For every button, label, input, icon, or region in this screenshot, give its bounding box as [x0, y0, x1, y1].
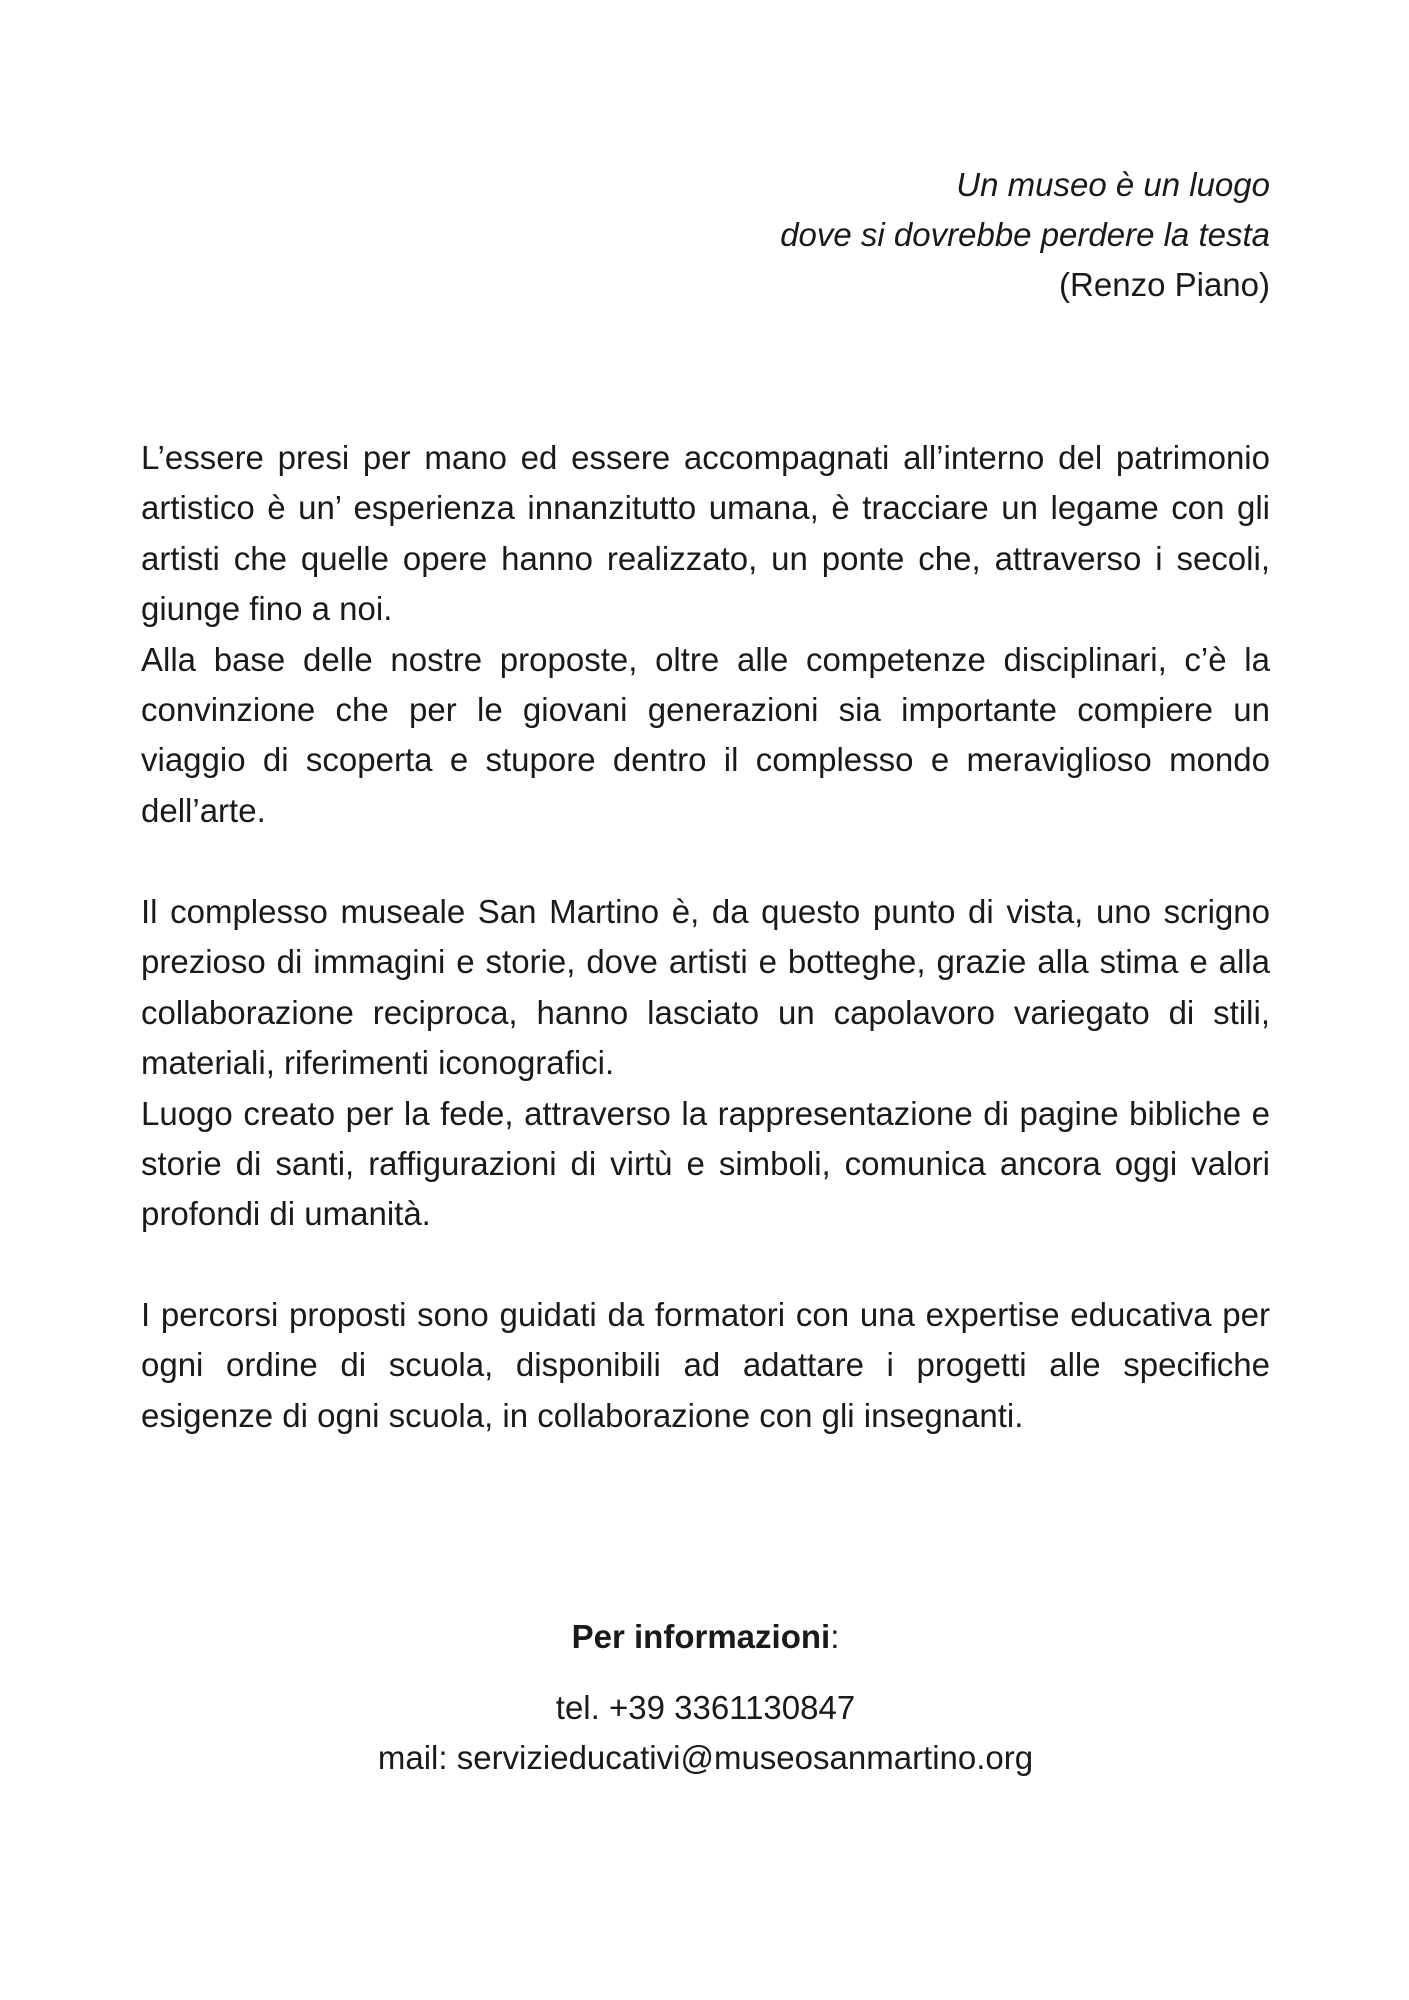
epigraph-line-2: dove si dovrebbe perdere la testa: [780, 216, 1270, 253]
proposals-paragraph: Alla base delle nostre proposte, oltre alle competenze disciplinari, c’è la convinzione che per le giovani generazioni sia importante compiere un viaggio di scoperta e stupore dentro il complesso e meraviglioso mondo dell’arte.: [141, 640, 1270, 829]
epigraph-line-1: Un museo è un luogo: [956, 166, 1270, 203]
intro-paragraph: L’essere presi per mano ed essere accompagnati all’interno del patrimonio artistico è un’ esperienza innanzitutto umana, è tracciare un legame con gli artisti che quelle opere hanno realizzato, un ponte che, attraverso i secoli, giunge fino a noi.: [141, 439, 1270, 628]
intro-section: [141, 433, 1270, 836]
contact-details: [141, 1683, 1270, 1783]
contact-email: mail: servizieducativi@museosanmartino.org: [377, 1739, 1034, 1776]
paths-section: [141, 1290, 1270, 1441]
faith-paragraph: Luogo creato per la fede, attraverso la rappresentazione di pagine bibliche e storie di santi, raffigurazioni di virtù e simboli, comunica ancora oggi valori profondi di umanità.: [141, 1094, 1270, 1233]
contact-heading: [141, 1612, 1270, 1662]
contact-heading-label: Per informazioni: [571, 1618, 831, 1655]
contact-heading-colon: :: [830, 1618, 840, 1655]
epigraph-author: (Renzo Piano): [1059, 266, 1270, 303]
paths-paragraph: I percorsi proposti sono guidati da formatori con una expertise educativa per ogni ordine di scuola, disponibili ad adattare i progetti alle specifiche esigenze di ogni scuola, in collaborazione con gli insegnanti.: [141, 1296, 1270, 1434]
contact-phone: tel. +39 3361130847: [555, 1689, 856, 1726]
museum-section: [141, 887, 1270, 1240]
epigraph-quote: [620, 160, 1270, 310]
museum-paragraph: Il complesso museale San Martino è, da questo punto di vista, uno scrigno prezioso di immagini e storie, dove artisti e botteghe, grazie alla stima e alla collaborazione reciproca, hanno lasciato un capolavoro variegato di stili, materiali, riferimenti iconografici.: [141, 893, 1270, 1082]
